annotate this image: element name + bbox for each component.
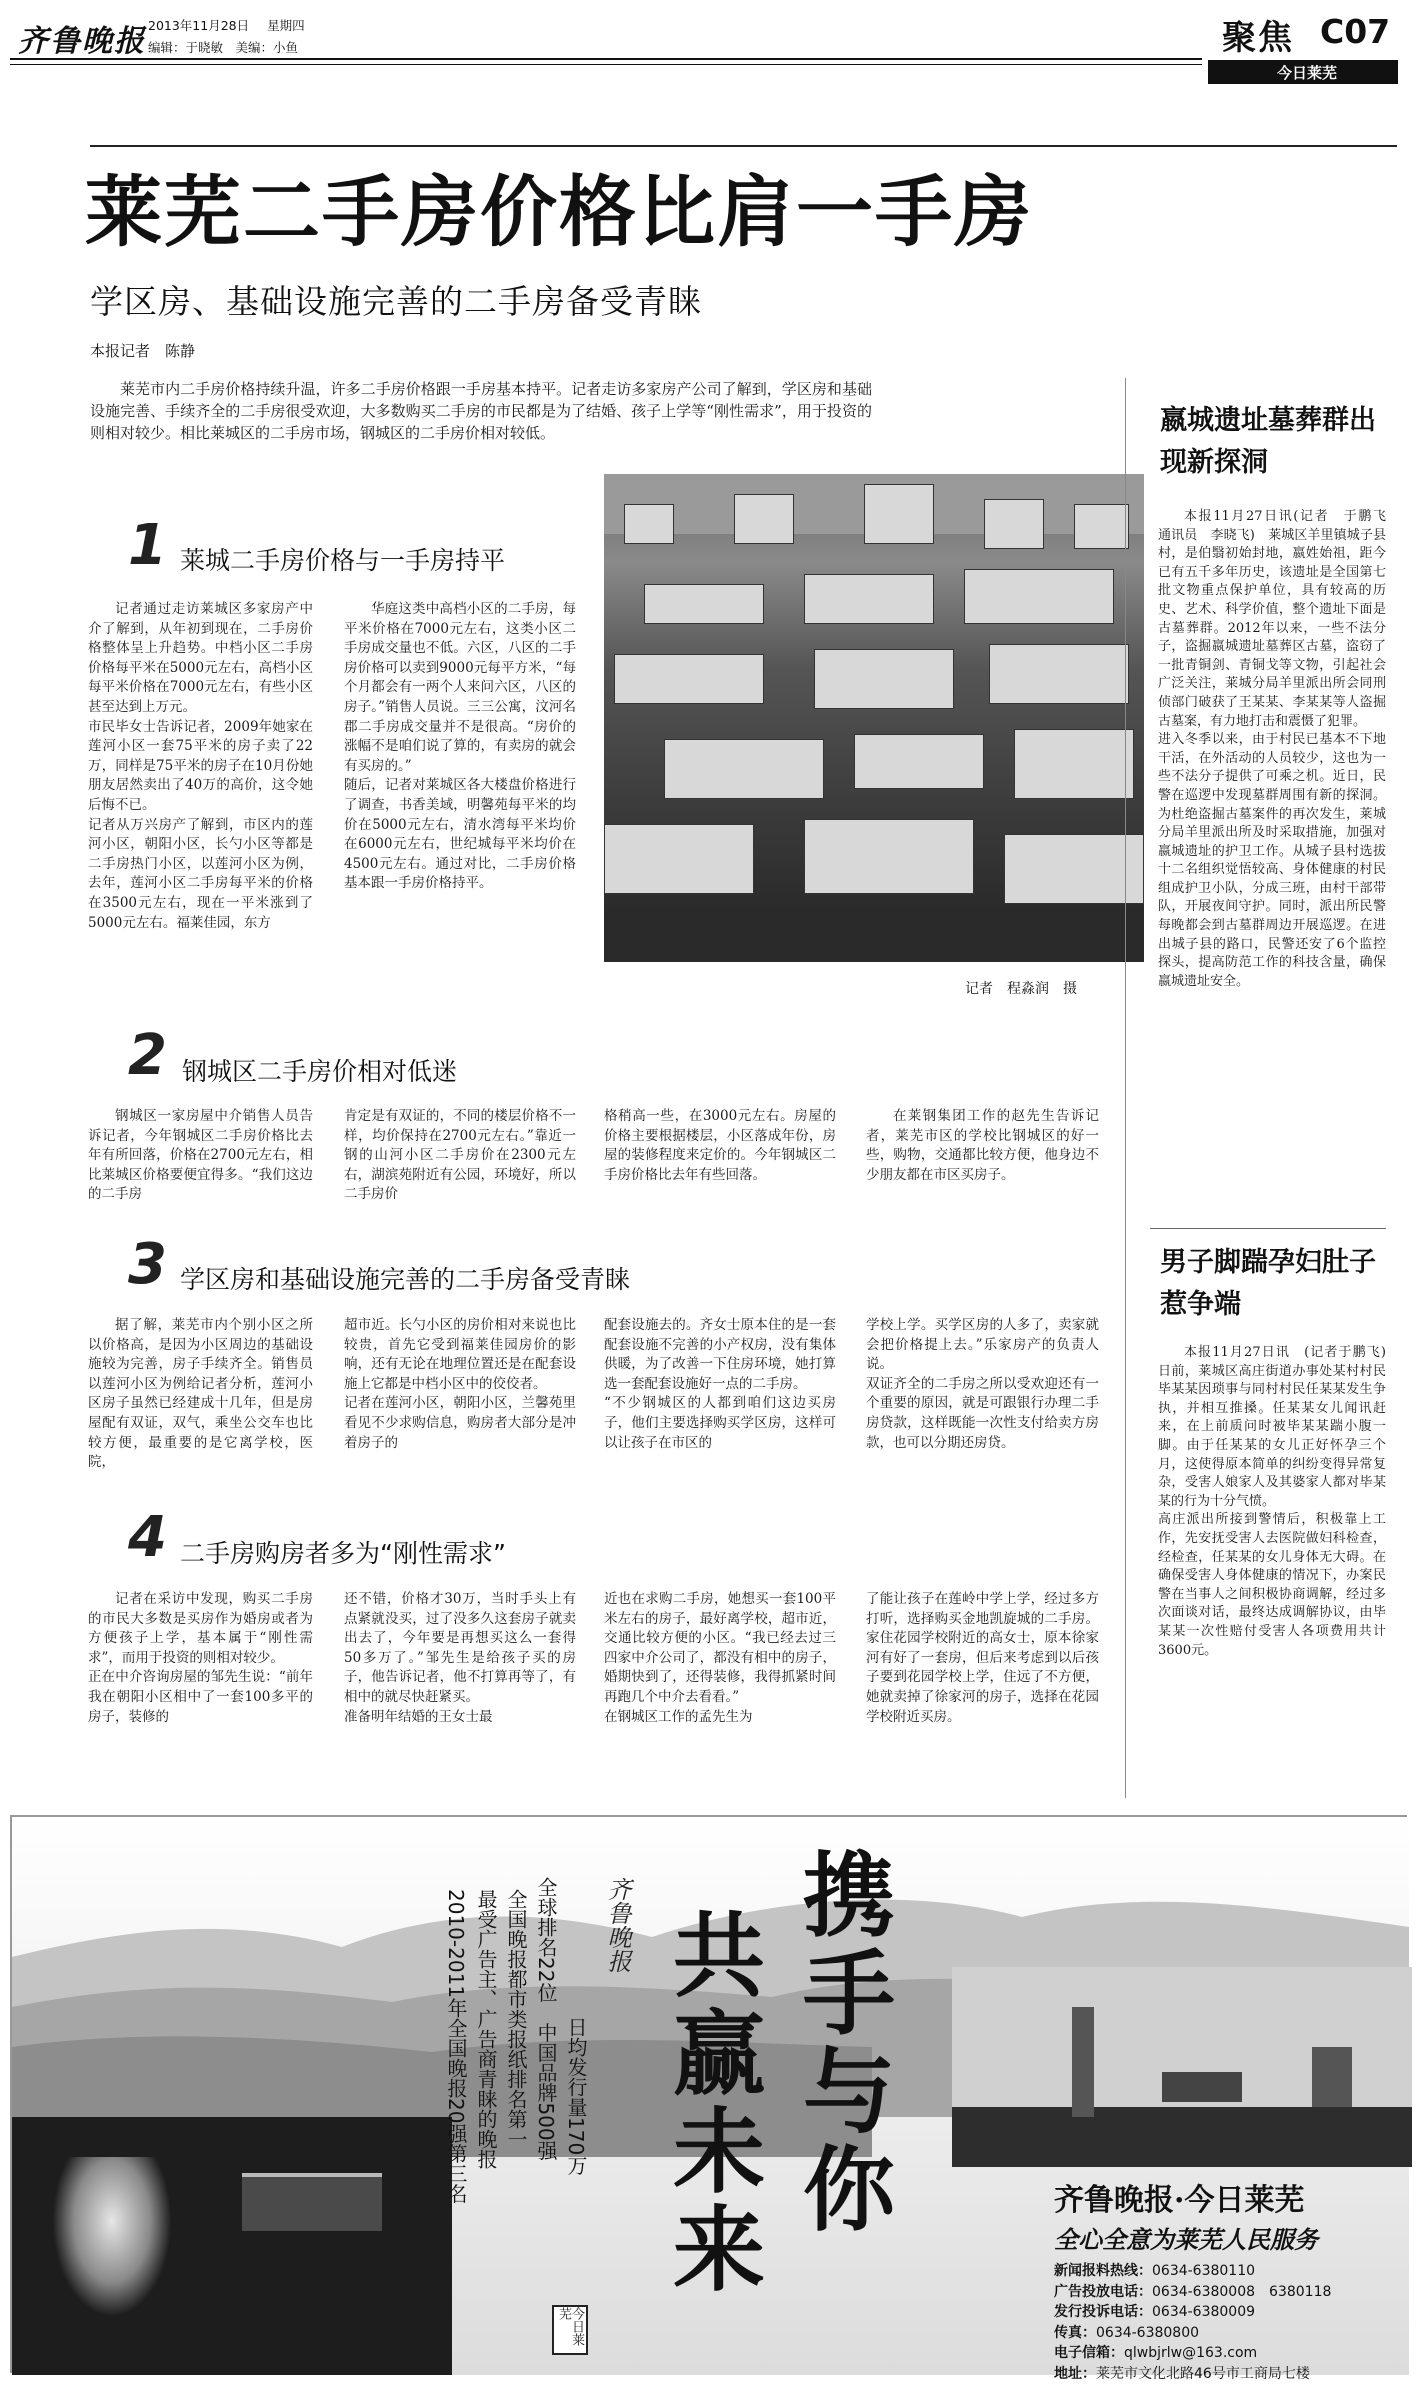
ad-contact-value: 0634-6380800 bbox=[1096, 2325, 1199, 2341]
ad-contact-row bbox=[1054, 2343, 1394, 2364]
ad-contact-row bbox=[1054, 2261, 1394, 2282]
section-2-number: 2 bbox=[128, 1028, 167, 1084]
section-1-col-2: 华庭这类中高档小区的二手房，每平米价格在7000元左右，这类小区二手房成交量也不低。六区，八区的二手房价格可以卖到9000元每平方米，“每个月都会有一两个人来问六区，八区的房子。”销售人员说。三三公寓，汶河名郡二手房成交量并不是很高。“房价的涨幅不是咱们说了算的，有卖房的就会有买房的。” 随后，记者对莱城区各大楼盘价格进行了调查，书香美域，明馨苑每平米的均价在5000元左右，清水湾每平米均价在6000元左右，世纪城每平米均价在4500元左右。通过对比，二手房价格基本跟一手房价格持平。 bbox=[344, 600, 576, 894]
masthead-date: 2013年11月28日 bbox=[148, 18, 249, 33]
sidebar-story-1-body: 本报11月27日讯(记者 于鹏飞 通讯员 李晓飞) 莱城区羊里镇城子县村，是伯翳初始封地，嬴姓始祖，距今已有五千多年历史，该遗址是全国第七批文物重点保护单位，具有较高的历史、艺术、科学价值，整个遗址下面是古墓葬群。2012年以来，一些不法分子，盗掘嬴城遗址墓葬区古墓，盗窃了一批青铜剑、青铜戈等文物，引起社会广泛关注，莱城分局羊里派出所会同刑侦部门破获了王某某、李某某等人盗掘古墓案，有力地打击和震慑了犯罪。 进入冬季以来，由于村民已基本不下地干活，在外活动的人员较少，这也为一些不法分子提供了可乘之机。近日，民警在巡逻中发现墓群周围有新的探洞。为杜绝盗掘古墓案件的再次发生，莱城分局羊里派出所及时采取措施，加强对嬴城遗址的护卫工作。从城子县村选拔十二名组织觉悟较高、身体健康的村民组成护卫小队，分成三班，由村干部带队，开展夜间守护。同时，派出所民警每晚都会到古墓群周边开展巡逻。在进出城子县的路口，民警还安了6个监控探头，提高防范工作的科技含量，确保嬴城遗址安全。 bbox=[1158, 508, 1386, 991]
section-4-col-3: 近也在求购二手房，她想买一套100平米左右的房子，最好离学校，超市近，交通比较方便的小区。“我已经去过三四家中介公司了，都没有相中的房子，婚期快到了，还得装修，我得抓紧时间再跑几个中介去看看。” 在钢城区工作的孟先生为 bbox=[604, 1590, 836, 1727]
ad-brand: 齐鲁晚报·今日莱芜 bbox=[1054, 2175, 1304, 2219]
ad-contact-row bbox=[1054, 2364, 1394, 2384]
masthead-page-number: C07 bbox=[1320, 12, 1390, 51]
ad-contact-row bbox=[1054, 2302, 1394, 2323]
masthead-rule bbox=[10, 58, 1202, 60]
story-top-rule bbox=[90, 145, 1397, 147]
ad-calligraphy-1: 携手与你 bbox=[792, 1847, 892, 2239]
section-3-number: 3 bbox=[128, 1237, 167, 1293]
section-4-col-1: 记者在采访中发现，购买二手房的市民大多数是买房作为婚房或者为方便孩子上学，基本属于“刚性需求”，而用于投资的则相对较少。 正在中介咨询房屋的邹先生说：“前年我在朝阳小区相中了一套100多平的房子，装修的 bbox=[88, 1590, 313, 1727]
sidebar-story-separator bbox=[1150, 1228, 1386, 1229]
ad-panel bbox=[10, 1815, 1407, 2373]
ad-contact-label: 新闻报料热线： bbox=[1054, 2263, 1152, 2279]
section-3-col-4: 学校上学。买学区房的人多了，卖家就会把价格提上去。”乐家房产的负责人说。 双证齐全的二手房之所以受欢迎还有一个重要的原因，就是可跟银行办理二手房贷款，这样既能一次性支付给卖方房款，也可以分期还房贷。 bbox=[866, 1316, 1099, 1453]
ad-contacts bbox=[1054, 2261, 1394, 2384]
ad-contact-value: 0634-6380008 6380118 bbox=[1152, 2284, 1331, 2300]
section-4-title: 二手房购房者多为“刚性需求” bbox=[180, 1534, 506, 1570]
section-4-number: 4 bbox=[128, 1510, 167, 1566]
section-4-col-2: 还不错，价格才30万，当时手头上有点紧就没买，过了没多久这套房子就卖出去了，今年要是再想买这么一套得50多万了。”邹先生是给孩子买的房子，他告诉记者，他不打算再等了，有相中的就尽快赶紧买。 准备明年结婚的王女士最 bbox=[344, 1590, 576, 1727]
masthead-section-label: 聚焦 bbox=[1222, 10, 1294, 59]
ad-fountain bbox=[52, 2157, 172, 2317]
section-2-col-4: 在莱钢集团工作的赵先生告诉记者，莱芜市区的学校比钢城区的好一些，购物，交通都比较方便，他身边不少朋友都在市区买房子。 bbox=[866, 1107, 1099, 1185]
ad-claim-2: 全球排名22位 中国品牌500强 bbox=[532, 1877, 561, 2161]
ad-claim-3: 全国晚报都市类报纸排名第一 bbox=[502, 1889, 531, 2149]
ad-contact-label: 发行投诉电话： bbox=[1054, 2304, 1152, 2320]
ad-calligraphy-2: 共赢未来 bbox=[662, 1907, 762, 2299]
sidebar-story-2-title: 男子脚踹孕妇肚子惹争端 bbox=[1160, 1242, 1382, 1326]
ad-contact-value: 0634-6380009 bbox=[1152, 2304, 1255, 2320]
ad-contact-label: 广告投放电话： bbox=[1054, 2284, 1152, 2300]
section-1-number: 1 bbox=[128, 518, 167, 574]
section-1-col-1: 记者通过走访莱城区多家房产中介了解到，从年初到现在，二手房价格整体呈上升趋势。中档小区二手房价格每平米在5000元左右，高档小区每平米价格在7000元左右，有些小区甚至达到上万元。 市民毕女士告诉记者，2009年她家在莲河小区一套75平米的房子卖了22万，同样是75平米的房子在10月份她朋友居然卖出了40万的高价，这令她后悔不已。 记者从万兴房产了解到，市区内的莲河小区，朝阳小区，长勺小区等都是二手房热门小区，以莲河小区为例，去年，莲河小区二手房每平米的价格在3500元左右，现在一平米涨到了5000元左右。福莱佳园，东方 bbox=[88, 600, 313, 933]
ad-contact-label: 地址： bbox=[1054, 2366, 1096, 2382]
section-2-col-2: 肯定是有双证的，不同的楼层价格不一样，均价保持在2700元左右。”靠近一钢的山河小区二手房价在2300元左右，湖滨苑附近有公园，环境好，所以二手房价 bbox=[344, 1107, 576, 1205]
ad-night-building bbox=[242, 2173, 382, 2231]
masthead-logo: 齐鲁晚报 bbox=[18, 16, 146, 60]
section-4-col-4: 了能让孩子在莲岭中学上学，经过多方打听，选择购买金地凯旋城的二手房。家住花园学校附近的高女士，原本徐家河有好了一套房，但后来考虑到以后孩子要到花园学校上学，住远了不方便，她就卖掉了徐家河的房子，选择在花园学校附近买房。 bbox=[866, 1590, 1099, 1727]
ad-contact-row bbox=[1054, 2282, 1394, 2303]
ad-contact-value: qlwbjrlw@163.com bbox=[1124, 2345, 1257, 2361]
sidebar-story-1-title: 嬴城遗址墓葬群出现新探洞 bbox=[1160, 400, 1382, 484]
section-3-col-1: 据了解，莱芜市内个别小区之所以价格高，是因为小区周边的基础设施较为完善，房子手续齐全。销售员以莲河小区为例给记者分析，莲河小区房子虽然已经建成十几年，但是房屋配有双证，双气，乘坐公交车也比较方便，最重要的是它离学校，医院， bbox=[88, 1316, 313, 1473]
section-2-col-1: 钢城区一家房屋中介销售人员告诉记者，今年钢城区二手房价格比去年有所回落，价格在2700元左右，相比莱城区价格要便宜得多。“我们这边的二手房 bbox=[88, 1107, 313, 1205]
ad-claim-5: 2010-2011年全国晚报20强第三名 bbox=[442, 1889, 471, 2203]
masthead-editors: 编辑：于晓敏 美编：小鱼 bbox=[148, 38, 298, 56]
ad-contact-row bbox=[1054, 2323, 1394, 2344]
photo-caption: 记者 程淼润 摄 bbox=[965, 978, 1077, 998]
ad-vertical-logo: 齐鲁晚报 bbox=[600, 1877, 635, 1973]
ad-claim-1: 日均发行量170万 bbox=[562, 2017, 591, 2175]
section-3-title: 学区房和基础设施完善的二手房备受青睐 bbox=[180, 1260, 630, 1296]
subhead: 学区房、基础设施完善的二手房备受青睐 bbox=[90, 280, 702, 324]
masthead-rule-thin bbox=[10, 64, 1202, 65]
section-2-title: 钢城区二手房价相对低迷 bbox=[182, 1052, 457, 1088]
ad-seal bbox=[552, 2305, 588, 2355]
ad-slogan: 全心全意为莱芜人民服务 bbox=[1054, 2220, 1318, 2255]
ad-contact-value: 莱芜市文化北路46号市工商局七楼 bbox=[1096, 2366, 1310, 2382]
sidebar-story-2-body: 本报11月27日讯 (记者于鹏飞) 日前，莱城区高庄街道办事处某村村民毕某某因琐事与同村村民任某某发生争执，并相互推搡。任某某女儿闻讯赶来，在上前质问时被毕某某踹小腹一脚。由于任某某的女儿正好怀孕三个月，这使得原本简单的纠纷变得异常复杂，受害人娘家人及其婆家人都对毕某某的行为十分气愤。 高庄派出所接到警情后，积极靠上工作，先安抚受害人去医院做妇科检查，经检查，任某某的女儿身体无大碍。在确保受害人身体健康的情况下，办案民警在当事人之间积极协商调解，经过多次面谈对话，最终达成调解协议，由毕某某一次性赔付受害人各项费用共计3600元。 bbox=[1158, 1344, 1386, 1660]
section-2-col-3: 格稍高一些，在3000元左右。房屋的价格主要根据楼层，小区落成年份，房屋的装修程度来定价的。今年钢城区二手房价格比去年有些回落。 bbox=[604, 1107, 836, 1185]
section-1-title: 莱城二手房价格与一手房持平 bbox=[180, 541, 505, 577]
ad-contact-value: 0634-6380110 bbox=[1152, 2263, 1255, 2279]
section-3-col-2: 超市近。长勺小区的房价相对来说也比较贵，首先它受到福莱佳园房价的影响，还有无论在地理位置还是在配套设施上它都是中档小区中的佼佼者。 记者在莲河小区，朝阳小区，兰馨苑里看见不少求购信息，购房者大部分是冲着房子的 bbox=[344, 1316, 576, 1453]
ad-seal-text: 今日莱芜 bbox=[557, 2307, 583, 2353]
section-3-col-3: 配套设施去的。齐女士原本住的是一套配套设施不完善的小产权房，没有集体供暖，为了改善一下住房环境，她打算选一套配套设施好一点的二手房。 “不少钢城区的人都到咱们这边买房子，他们主要选择购买学区房，这样可以让孩子在市区的 bbox=[604, 1316, 836, 1453]
masthead-edition: 今日莱芜 bbox=[1222, 62, 1392, 83]
ad-contact-label: 电子信箱： bbox=[1054, 2345, 1124, 2361]
lead-paragraph: 莱芜市内二手房价格持续升温，许多二手房价格跟一手房基本持平。记者走访多家房产公司了解到，学区房和基础设施完善、手续齐全的二手房很受欢迎，大多数购买二手房的市民都是为了结婚、孩子上学等“刚性需求”，用于投资的则相对较少。相比莱城区的二手房市场，钢城区的二手房价相对较低。 bbox=[90, 378, 872, 444]
sidebar-divider bbox=[1125, 378, 1126, 1798]
headline: 莱芜二手房价格比肩一手房 bbox=[85, 166, 1033, 262]
ad-claim-4: 最受广告主、广告商青睐的晚报 bbox=[472, 1889, 501, 2169]
city-photo bbox=[604, 474, 1144, 962]
masthead-date-line bbox=[148, 16, 305, 34]
ad-contact-label: 传真： bbox=[1054, 2325, 1096, 2341]
masthead-weekday: 星期四 bbox=[267, 18, 305, 33]
byline: 本报记者 陈静 bbox=[90, 340, 195, 361]
